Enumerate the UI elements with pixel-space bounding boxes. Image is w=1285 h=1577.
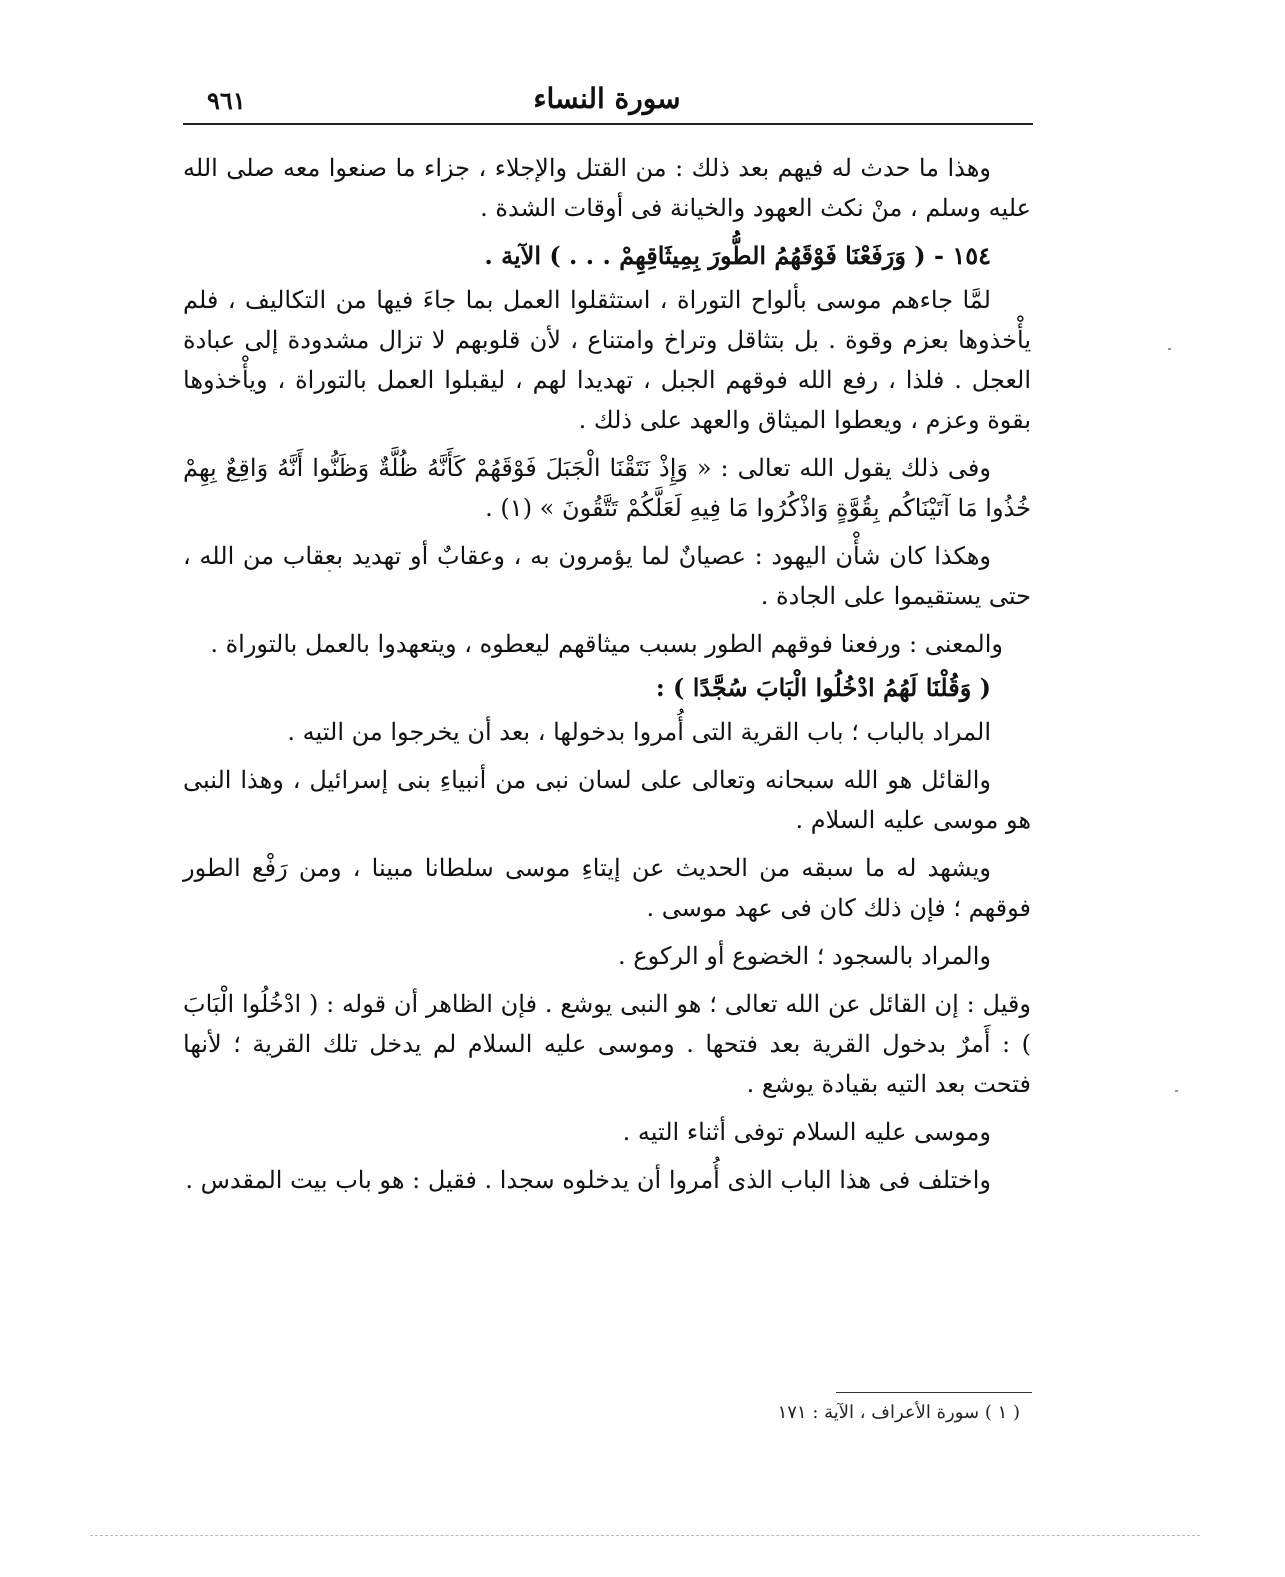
paragraph: وهكذا كان شأْن اليهود : عصيانٌ لما يؤمرون به ، وعقابٌ أو تهديد بعقاب من الله ، حتى يستقيموا على الجادة . (183, 542, 1031, 610)
paragraph: والمعنى : ورفعنا فوقهم الطور بسبب ميثاقهم ليعطوه ، ويتعهدوا بالعمل بالتوراة . (210, 630, 1003, 658)
body-text (183, 148, 1031, 1208)
scan-speck (1175, 1090, 1178, 1092)
paragraph: المراد بالباب ؛ باب القرية التى أُمروا بدخولها ، بعد أن يخرجوا من التيه . (287, 718, 991, 746)
scan-speck (328, 570, 331, 572)
paragraph: وهذا ما حدث له فيهم بعد ذلك : من القتل والإجلاء ، جزاء ما صنعوا معه صلى الله عليه وسلم ، منْ نكث العهود والخيانة فى أوقات الشدة . (183, 154, 1031, 222)
paragraph: واختلف فى هذا الباب الذى أُمروا أن يدخلوه سجدا . فقيل : هو باب بيت المقدس . (185, 1166, 991, 1194)
paragraph: والقائل هو الله سبحانه وتعالى على لسان نبى من أنبياءِ بنى إسرائيل ، وهذا النبى هو موسى عليه السلام . (183, 766, 1031, 834)
surah-title: سورة النساء (533, 82, 681, 115)
paragraph: وقيل : إن القائل عن الله تعالى ؛ هو النبى يوشع . فإن الظاهر أن قوله : ( ادْخُلُوا الْبَابَ ) : أَمرٌ بدخول القرية بعد فتحها . وموسى عليه السلام لم يدخل تلك القرية ؛ لأنها فتحت بعد التيه بقيادة يوشع . (183, 990, 1031, 1098)
scan-artifact-line (90, 1535, 1200, 1536)
scan-speck (1168, 348, 1171, 350)
header-rule (183, 123, 1033, 125)
paragraph: وموسى عليه السلام توفى أثناء التيه . (622, 1118, 991, 1146)
page-header (183, 80, 1031, 120)
paragraph: لمَّا جاءهم موسى بألواح التوراة ، استثقلوا العمل بما جاءَ فيها من التكاليف ، فلم يأْخذوها بعزم وقوة . بل بتثاقل وتراخ وامتناع ، لأن قلوبهم لا تزال مشدودة إلى عبادة العجل . فلذا ، رفع الله فوقهم الجبل ، تهديدا لهم ، ليقبلوا العمل بالتوراة ، ويأْخذوها بقوة وعزم ، ويعطوا الميثاق والعهد على ذلك . (183, 286, 1031, 434)
paragraph: والمراد بالسجود ؛ الخضوع أو الركوع . (618, 942, 991, 970)
paragraph: ويشهد له ما سبقه من الحديث عن إيتاءِ موسى سلطانا مبينا ، ومن رَفْع الطور فوقهم ؛ فإن ذلك كان فى عهد موسى . (183, 854, 1031, 922)
quran-quote-paragraph: وفى ذلك يقول الله تعالى : « وَإِذْ نَتَقْنَا الْجَبَلَ فَوْقَهُمْ كَأَنَّهُ ظُلَّةٌ وَظَنُّوا أَنَّهُ وَاقِعٌ بِهِمْ خُذُوا مَا آتَيْنَاكُم بِقُوَّةٍ وَاذْكُرُوا مَا فِيهِ لَعَلَّكُمْ تَتَّقُونَ » (١) . (183, 454, 1031, 522)
footnote-rule (836, 1392, 1032, 1393)
footnote: ( ١ ) سورة الأعراف ، الآية : ١٧١ (777, 1402, 1020, 1423)
page-number: ٩٦١ (207, 86, 246, 115)
verse-heading: ( وَقُلْنَا لَهُمُ ادْخُلُوا الْبَابَ سُجَّدًا ) : (655, 673, 991, 702)
verse-heading: ١٥٤ - ( وَرَفَعْنَا فَوْقَهُمُ الطُّورَ بِمِيثَاقِهِمْ . . . ) الآية . (484, 241, 991, 270)
